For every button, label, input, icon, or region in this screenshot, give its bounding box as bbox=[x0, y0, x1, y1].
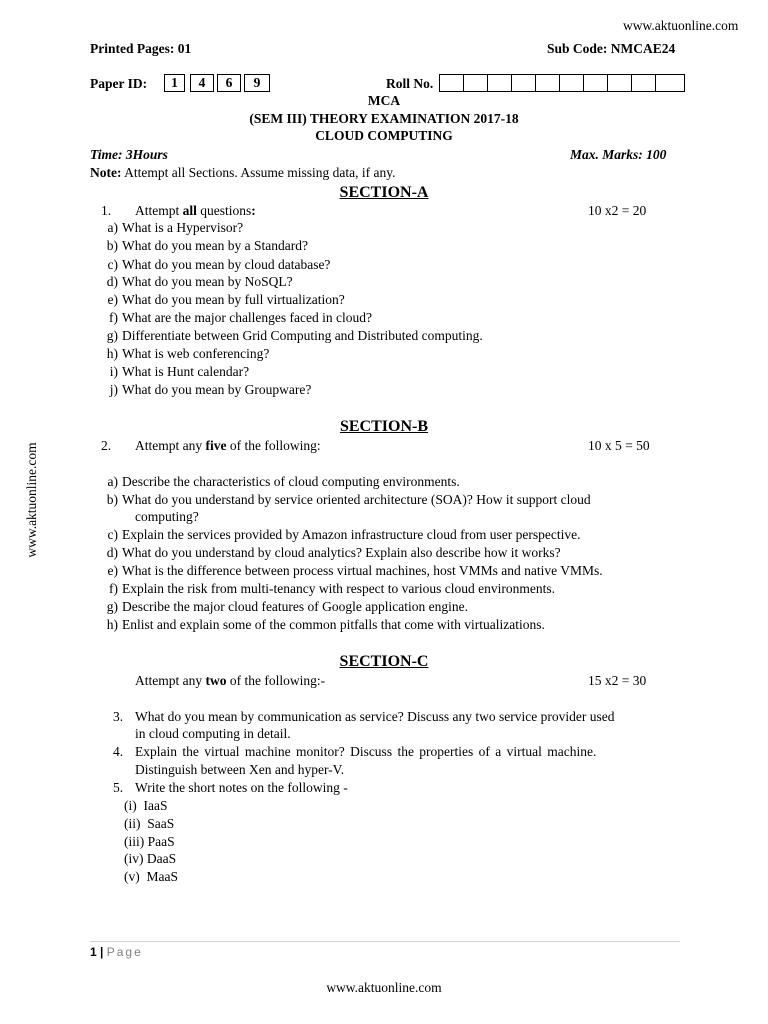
paper-id-digit: 4 bbox=[190, 74, 214, 92]
item-text: IaaS bbox=[143, 798, 168, 813]
page-footer bbox=[90, 944, 143, 960]
item-text: What are the major challenges faced in cloud? bbox=[122, 310, 373, 325]
q2-instr-bold: five bbox=[205, 438, 227, 453]
list-item bbox=[124, 869, 178, 885]
max-marks: Max. Marks: 100 bbox=[570, 147, 667, 162]
item-label: (iii) bbox=[124, 834, 145, 849]
list-item bbox=[90, 363, 249, 381]
item-label: (ii) bbox=[124, 816, 141, 831]
list-item bbox=[124, 834, 175, 850]
list-item bbox=[90, 616, 545, 634]
section-b-title: SECTION-B bbox=[339, 418, 429, 435]
item-label: h) bbox=[106, 346, 118, 361]
site-url-top: www.aktuonline.com bbox=[623, 18, 739, 33]
q2-marks: 10 x 5 = 50 bbox=[588, 438, 650, 453]
item-text: What do you mean by NoSQL? bbox=[122, 274, 293, 289]
q2-instruction bbox=[135, 438, 321, 454]
list-item bbox=[90, 256, 330, 274]
section-c-title: SECTION-C bbox=[339, 653, 429, 670]
list-item bbox=[90, 580, 555, 598]
q5-number: 5. bbox=[113, 780, 124, 795]
roll-no-box[interactable] bbox=[439, 74, 464, 92]
q1-instr-post: questions bbox=[196, 203, 252, 218]
note-label: Note: bbox=[90, 165, 122, 180]
q2-instr-post: of the following: bbox=[226, 438, 321, 453]
q1-instruction bbox=[135, 203, 256, 219]
note bbox=[90, 165, 395, 181]
item-text: What do you mean by Groupware? bbox=[122, 382, 312, 397]
q4-line-1: Explain the virtual machine monitor? Discuss the properties of a virtual machine. bbox=[135, 744, 597, 759]
page-separator: | bbox=[96, 945, 107, 959]
item-text: What do you mean by cloud database? bbox=[122, 257, 331, 272]
paper-id-digit: 9 bbox=[244, 74, 270, 92]
item-text: What do you understand by service oriented architecture (SOA)? How it support cloud bbox=[122, 492, 591, 507]
item-text: Describe the major cloud features of Google application engine. bbox=[122, 599, 468, 614]
roll-no-box[interactable] bbox=[535, 74, 560, 92]
list-item bbox=[90, 237, 308, 255]
item-label: i) bbox=[109, 364, 118, 379]
list-item bbox=[90, 544, 561, 562]
roll-no-box[interactable] bbox=[655, 74, 685, 92]
item-text: Explain the risk from multi-tenancy with respect to various cloud environments. bbox=[122, 581, 556, 596]
q4-number: 4. bbox=[113, 744, 124, 759]
item-text: SaaS bbox=[147, 816, 175, 831]
roll-no-box[interactable] bbox=[559, 74, 584, 92]
q2-number: 2. bbox=[101, 438, 112, 453]
item-label: c) bbox=[107, 527, 118, 542]
item-label: g) bbox=[106, 328, 118, 343]
sub-code: Sub Code: NMCAE24 bbox=[547, 41, 676, 56]
item-label: a) bbox=[107, 474, 118, 489]
item-label: d) bbox=[106, 274, 118, 289]
exam-time: Time: 3Hours bbox=[90, 147, 168, 162]
page-word: Page bbox=[106, 945, 143, 959]
item-label: e) bbox=[107, 563, 118, 578]
item-text: Differentiate between Grid Computing and Distributed computing. bbox=[122, 328, 483, 343]
item-text: What is Hunt calendar? bbox=[122, 364, 250, 379]
q1-instr-pre: Attempt bbox=[135, 203, 183, 218]
item-text: What is the difference between process virtual machines, host VMMs and native VMMs. bbox=[122, 563, 603, 578]
printed-pages: Printed Pages: 01 bbox=[90, 41, 192, 56]
item-text: What do you mean by a Standard? bbox=[122, 238, 308, 253]
program-title: MCA bbox=[367, 93, 401, 108]
roll-no-box[interactable] bbox=[607, 74, 632, 92]
list-item bbox=[90, 327, 483, 345]
list-item bbox=[124, 816, 174, 832]
item-label: (i) bbox=[124, 798, 137, 813]
list-item bbox=[90, 562, 603, 580]
item-label: h) bbox=[106, 617, 118, 632]
q1-instr-bold: all bbox=[182, 203, 197, 218]
page-number: 1 bbox=[90, 945, 97, 959]
sc-instr-pre: Attempt any bbox=[135, 673, 206, 688]
list-item bbox=[90, 273, 293, 291]
item-text: What do you mean by full virtualization? bbox=[122, 292, 345, 307]
item-label: c) bbox=[107, 257, 118, 272]
roll-no-label: Roll No. bbox=[386, 76, 434, 91]
list-item bbox=[90, 309, 372, 327]
list-item bbox=[90, 526, 580, 544]
item-label: g) bbox=[106, 599, 118, 614]
item-text: DaaS bbox=[146, 851, 177, 866]
list-item bbox=[90, 291, 345, 309]
site-url-side: www.aktuonline.com bbox=[24, 442, 39, 558]
item-label: f) bbox=[109, 310, 118, 325]
item-label: d) bbox=[106, 545, 118, 560]
item-text: What is a Hypervisor? bbox=[122, 220, 244, 235]
item-text: MaaS bbox=[146, 869, 178, 884]
roll-no-box[interactable] bbox=[583, 74, 608, 92]
item-label: b) bbox=[106, 238, 118, 253]
item-text: PaaS bbox=[147, 834, 175, 849]
roll-no-box[interactable] bbox=[511, 74, 536, 92]
list-item bbox=[90, 219, 243, 237]
site-url-bottom: www.aktuonline.com bbox=[326, 980, 442, 995]
item-label: f) bbox=[109, 581, 118, 596]
item-text: What is web conferencing? bbox=[122, 346, 270, 361]
q1-number: 1. bbox=[101, 203, 112, 218]
q2-instr-pre: Attempt any bbox=[135, 438, 206, 453]
q4-line-2: Distinguish between Xen and hyper-V. bbox=[135, 762, 345, 777]
footer-divider bbox=[90, 941, 680, 942]
paper-id-digit: 1 bbox=[164, 74, 185, 92]
q3-line-1: What do you mean by communication as service? Discuss any two service provider used bbox=[135, 709, 615, 724]
q5-text: Write the short notes on the following - bbox=[135, 780, 348, 795]
item-label: (iv) bbox=[124, 851, 144, 866]
item-text: Explain the services provided by Amazon infrastructure cloud from user perspective. bbox=[122, 527, 581, 542]
exam-title: (SEM III) THEORY EXAMINATION 2017-18 bbox=[249, 111, 519, 126]
q1-instr-colon: : bbox=[251, 203, 256, 218]
list-item bbox=[90, 381, 311, 399]
item-label: (v) bbox=[124, 869, 140, 884]
list-item bbox=[90, 598, 468, 616]
q3-line-2: in cloud computing in detail. bbox=[135, 726, 291, 741]
item-label: a) bbox=[107, 220, 118, 235]
paper-id-label: Paper ID: bbox=[90, 76, 148, 91]
q3-number: 3. bbox=[113, 709, 124, 724]
list-item bbox=[124, 851, 176, 867]
list-item-continuation: computing? bbox=[135, 509, 199, 524]
section-c-marks: 15 x2 = 30 bbox=[588, 673, 647, 688]
roll-no-box[interactable] bbox=[463, 74, 488, 92]
section-c-instruction bbox=[135, 673, 325, 689]
list-item bbox=[90, 491, 591, 509]
paper-id-digit: 6 bbox=[217, 74, 241, 92]
list-item bbox=[90, 473, 460, 491]
item-text: Describe the characteristics of cloud computing environments. bbox=[122, 474, 460, 489]
item-text: What do you understand by cloud analytics? Explain also describe how it works? bbox=[122, 545, 561, 560]
list-item bbox=[90, 345, 269, 363]
q1-marks: 10 x2 = 20 bbox=[588, 203, 647, 218]
roll-no-box[interactable] bbox=[631, 74, 656, 92]
sc-instr-bold: two bbox=[205, 673, 227, 688]
item-text: Enlist and explain some of the common pitfalls that come with virtualizations. bbox=[122, 617, 545, 632]
note-text: Attempt all Sections. Assume missing data, if any. bbox=[121, 165, 396, 180]
subject-title: CLOUD COMPUTING bbox=[315, 128, 453, 143]
item-label: b) bbox=[106, 492, 118, 507]
item-label: e) bbox=[107, 292, 118, 307]
roll-no-box[interactable] bbox=[487, 74, 512, 92]
sc-instr-post: of the following:- bbox=[226, 673, 326, 688]
item-label: j) bbox=[109, 382, 118, 397]
list-item bbox=[124, 798, 168, 814]
section-a-title: SECTION-A bbox=[339, 184, 429, 201]
